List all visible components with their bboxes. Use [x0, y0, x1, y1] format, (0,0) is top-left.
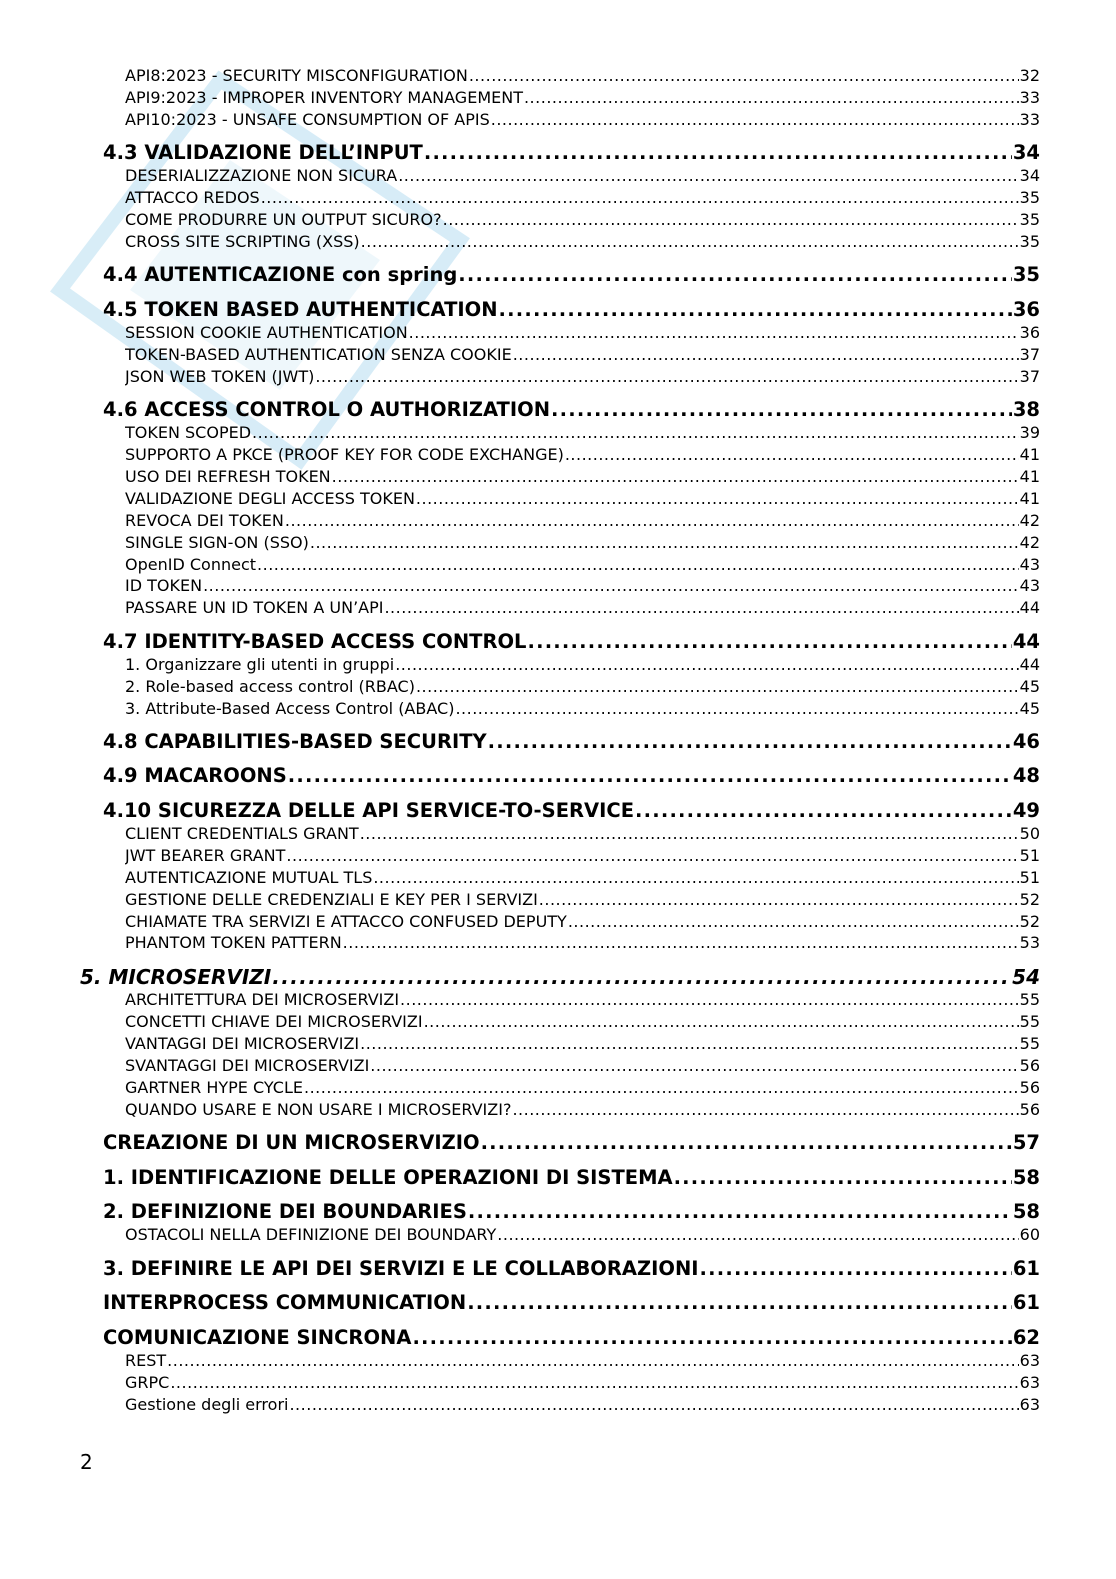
- toc-subentry[interactable]: [125, 510, 1040, 532]
- toc-dot-leader: [524, 87, 1019, 109]
- toc-entry-title: 4.6 ACCESS CONTROL O AUTHORIZATION: [103, 398, 551, 422]
- toc-entry-page: 36: [1012, 297, 1040, 321]
- toc-section[interactable]: [103, 799, 1040, 823]
- toc-entry-page: 49: [1012, 798, 1040, 822]
- toc-entry-page: 33: [1019, 87, 1040, 107]
- toc-dot-leader: [416, 676, 1019, 698]
- toc-entry-page: 52: [1019, 889, 1040, 909]
- toc-dot-leader: [568, 911, 1019, 933]
- toc-entry-page: 41: [1019, 466, 1040, 486]
- toc-entry-page: 63: [1019, 1394, 1040, 1414]
- toc-dot-leader: [674, 1166, 1012, 1190]
- toc-entry-title: CONCETTI CHIAVE DEI MICROSERVIZI: [125, 1012, 423, 1032]
- toc-entry-title: SVANTAGGI DEI MICROSERVIZI: [125, 1056, 370, 1076]
- toc-subentry[interactable]: [125, 867, 1040, 889]
- toc-dot-leader: [286, 845, 1018, 867]
- toc-entry-title: 3. Attribute-Based Access Control (ABAC): [125, 698, 455, 718]
- toc-entry-title: TOKEN SCOPED: [125, 423, 252, 443]
- toc-entry-page: 44: [1019, 598, 1040, 618]
- toc-entry-title: CLIENT CREDENTIALS GRANT: [125, 823, 359, 843]
- toc-entry-title: 4.4 AUTENTICAZIONE con spring: [103, 263, 458, 287]
- toc-dot-leader: [412, 1326, 1011, 1350]
- toc-section[interactable]: [103, 764, 1040, 788]
- toc-entry-page: 42: [1019, 510, 1040, 530]
- toc-entry-title: 4.10 SICUREZZA DELLE API SERVICE-TO-SERVICE: [103, 798, 635, 822]
- toc-subentry[interactable]: [125, 109, 1040, 131]
- toc-entry-page: 52: [1019, 911, 1040, 931]
- toc-entry-page: 42: [1019, 532, 1040, 552]
- toc-entry-title: 1. Organizzare gli utenti in gruppi: [125, 654, 395, 674]
- toc-dot-leader: [310, 532, 1019, 554]
- toc-dot-leader: [285, 510, 1019, 532]
- toc-entry-title: GESTIONE DELLE CREDENZIALI E KEY PER I SERVIZI: [125, 889, 538, 909]
- toc-subentry[interactable]: [125, 322, 1040, 344]
- toc-entry-title: 2. DEFINIZIONE DEI BOUNDARIES: [103, 1200, 467, 1224]
- toc-section[interactable]: [103, 263, 1040, 287]
- toc-dot-leader: [424, 1011, 1019, 1033]
- toc-entry-page: 33: [1019, 109, 1040, 129]
- toc-dot-leader: [252, 422, 1019, 444]
- toc-entry-page: 61: [1012, 1256, 1040, 1280]
- toc-entry-page: 32: [1019, 66, 1040, 85]
- toc-entry-title: ATTACCO REDOS: [125, 188, 260, 208]
- toc-entry-page: 46: [1012, 729, 1040, 753]
- toc-entry-page: 35: [1019, 231, 1040, 251]
- toc-entry-title: USO DEI REFRESH TOKEN: [125, 466, 331, 486]
- toc-dot-leader: [512, 1099, 1018, 1121]
- toc-entry-page: 61: [1012, 1291, 1040, 1315]
- toc-section[interactable]: [103, 730, 1040, 754]
- toc-entry-page: 51: [1019, 867, 1040, 887]
- toc-entry-page: 56: [1019, 1078, 1040, 1097]
- toc-entry-title: API9:2023 - IMPROPER INVENTORY MANAGEMENT: [125, 87, 523, 107]
- toc-entry-title: SESSION COOKIE AUTHENTICATION: [125, 322, 408, 342]
- toc-subentry[interactable]: [125, 488, 1040, 510]
- toc-entry-page: 44: [1012, 629, 1040, 653]
- toc-dot-leader: [398, 165, 1018, 187]
- toc-entry-page: 44: [1019, 654, 1040, 674]
- toc-entry-page: 55: [1019, 1034, 1040, 1054]
- toc-dot-leader: [315, 366, 1018, 388]
- toc-entry-page: 35: [1019, 188, 1040, 208]
- toc-entry-title: GARTNER HYPE CYCLE: [125, 1078, 303, 1097]
- toc-entry-title: 4.3 VALIDAZIONE DELL’INPUT: [103, 141, 423, 165]
- toc-subentry[interactable]: [125, 1394, 1040, 1416]
- toc-dot-leader: [491, 109, 1019, 131]
- toc-entry-title: DESERIALIZZAZIONE NON SICURA: [125, 166, 398, 186]
- toc-entry-page: 53: [1019, 933, 1040, 953]
- toc-dot-leader: [167, 1350, 1018, 1372]
- toc-entry-page: 38: [1012, 398, 1040, 422]
- toc-entry-page: 56: [1019, 1099, 1040, 1119]
- toc-entry-title: 2. Role-based access control (RBAC): [125, 676, 415, 696]
- toc-subentry[interactable]: [125, 187, 1040, 209]
- toc-entry-title: JWT BEARER GRANT: [125, 845, 286, 865]
- toc-subentry[interactable]: [125, 366, 1040, 388]
- toc-subentry[interactable]: [125, 209, 1040, 231]
- toc-dot-leader: [257, 554, 1019, 576]
- toc-dot-leader: [304, 1077, 1019, 1099]
- toc-dot-leader: [272, 965, 1011, 989]
- toc-dot-leader: [360, 823, 1019, 845]
- toc-section[interactable]: [103, 141, 1040, 165]
- toc-subentry[interactable]: [125, 1011, 1040, 1033]
- toc-section[interactable]: [103, 1326, 1040, 1350]
- toc-subentry[interactable]: [125, 444, 1040, 466]
- toc-entry-page: 39: [1019, 423, 1040, 443]
- toc-dot-leader: [203, 575, 1019, 597]
- toc-dot-leader: [499, 298, 1012, 322]
- toc-entry-title: INTERPROCESS COMMUNICATION: [103, 1291, 467, 1315]
- toc-entry-title: COME PRODURRE UN OUTPUT SICURO?: [125, 210, 442, 230]
- toc-entry-title: 5. MICROSERVIZI: [80, 965, 272, 990]
- toc-entry-title: REVOCA DEI TOKEN: [125, 510, 284, 530]
- toc-entry-title: 4.8 CAPABILITIES-BASED SECURITY: [103, 729, 487, 753]
- toc-entry-title: ARCHITETTURA DEI MICROSERVIZI: [125, 990, 400, 1010]
- toc-entry-page: 55: [1019, 990, 1040, 1010]
- toc-entry-page: 60: [1019, 1225, 1040, 1245]
- toc-section[interactable]: [103, 1291, 1040, 1315]
- toc-subentry[interactable]: [125, 231, 1040, 253]
- toc-entry-page: 58: [1012, 1165, 1040, 1189]
- toc-entry-page: 63: [1019, 1372, 1040, 1392]
- toc-dot-leader: [565, 444, 1019, 466]
- toc-subentry[interactable]: [125, 554, 1040, 576]
- toc-dot-leader: [400, 989, 1019, 1011]
- toc-subentry[interactable]: [125, 532, 1040, 554]
- toc-section[interactable]: [103, 1131, 1040, 1155]
- toc-subentry[interactable]: [125, 575, 1040, 597]
- toc-dot-leader: [481, 1131, 1012, 1155]
- toc-entry-page: 41: [1019, 488, 1040, 508]
- toc-entry-page: 55: [1019, 1012, 1040, 1032]
- toc-entry-title: OpenID Connect: [125, 554, 257, 574]
- toc-dot-leader: [467, 1291, 1012, 1315]
- toc-dot-leader: [458, 263, 1012, 287]
- toc-entry-title: QUANDO USARE E NON USARE I MICROSERVIZI?: [125, 1099, 512, 1119]
- toc-entry-page: 45: [1019, 698, 1040, 718]
- toc-subentry[interactable]: [125, 165, 1040, 187]
- toc-entry-page: 50: [1019, 823, 1040, 843]
- toc-dot-leader: [343, 932, 1019, 954]
- toc-entry-title: CREAZIONE DI UN MICROSERVIZIO: [103, 1131, 480, 1155]
- toc-entry-page: 56: [1019, 1056, 1040, 1076]
- toc-dot-leader: [416, 488, 1019, 510]
- toc-section[interactable]: [103, 398, 1040, 422]
- toc-subentry[interactable]: [125, 654, 1040, 676]
- toc-subentry[interactable]: [125, 932, 1040, 954]
- toc-entry-title: SINGLE SIGN-ON (SSO): [125, 532, 309, 552]
- toc-dot-leader: [455, 698, 1018, 720]
- toc-dot-leader: [409, 322, 1019, 344]
- toc-entry-page: 57: [1012, 1131, 1040, 1155]
- toc-entry-title: REST: [125, 1350, 167, 1370]
- toc-dot-leader: [261, 187, 1019, 209]
- toc-entry-page: 45: [1019, 676, 1040, 696]
- toc-section[interactable]: [103, 630, 1040, 654]
- toc-subentry[interactable]: [125, 1033, 1040, 1055]
- toc-dot-leader: [360, 1033, 1019, 1055]
- toc-entry-page: 37: [1019, 366, 1040, 386]
- toc-section[interactable]: [103, 298, 1040, 322]
- toc-dot-leader: [384, 597, 1018, 619]
- toc-entry-title: API8:2023 - SECURITY MISCONFIGURATION: [125, 66, 468, 85]
- toc-dot-leader: [513, 344, 1019, 366]
- toc-entry-page: 54: [1012, 965, 1040, 990]
- toc-entry-page: 63: [1019, 1350, 1040, 1370]
- toc-entry-title: CROSS SITE SCRIPTING (XSS): [125, 231, 360, 251]
- toc-entry-title: 4.5 TOKEN BASED AUTHENTICATION: [103, 297, 498, 321]
- toc-entry-title: SUPPORTO A PKCE (PROOF KEY FOR CODE EXCHANGE): [125, 444, 564, 464]
- toc-entry-title: Gestione degli errori: [125, 1394, 289, 1414]
- toc-dot-leader: [332, 466, 1019, 488]
- toc-dot-leader: [289, 1394, 1018, 1416]
- toc-entry-title: GRPC: [125, 1372, 170, 1392]
- toc-dot-leader: [635, 799, 1012, 823]
- toc-dot-leader: [469, 65, 1019, 87]
- toc-dot-leader: [170, 1372, 1018, 1394]
- toc-section[interactable]: [103, 1257, 1040, 1281]
- toc-entry-title: VANTAGGI DEI MICROSERVIZI: [125, 1034, 360, 1054]
- toc-entry-title: PASSARE UN ID TOKEN A UN’API: [125, 598, 384, 618]
- toc-entry-title: 4.9 MACAROONS: [103, 764, 287, 788]
- toc-subentry[interactable]: [125, 1055, 1040, 1077]
- toc-subentry[interactable]: [125, 65, 1040, 87]
- toc-dot-leader: [424, 141, 1012, 165]
- toc-subentry[interactable]: [125, 823, 1040, 845]
- toc-subentry[interactable]: [125, 87, 1040, 109]
- toc-entry-page: 41: [1019, 444, 1040, 464]
- toc-subentry[interactable]: [125, 597, 1040, 619]
- toc-subentry[interactable]: [125, 845, 1040, 867]
- toc-entry-page: 34: [1019, 166, 1040, 186]
- toc-entry-title: PHANTOM TOKEN PATTERN: [125, 933, 342, 953]
- toc-entry-page: 43: [1019, 576, 1040, 596]
- toc-entry-page: 36: [1019, 322, 1040, 342]
- toc-dot-leader: [370, 1055, 1018, 1077]
- toc-dot-leader: [443, 209, 1019, 231]
- toc-entry-title: 1. IDENTIFICAZIONE DELLE OPERAZIONI DI SISTEMA: [103, 1165, 673, 1189]
- toc-subentry[interactable]: [125, 889, 1040, 911]
- toc-entry-title: ID TOKEN: [125, 576, 203, 596]
- toc-chapter[interactable]: [80, 965, 1040, 989]
- toc-entry-page: 35: [1012, 263, 1040, 287]
- toc-entry-title: 4.7 IDENTITY-BASED ACCESS CONTROL: [103, 629, 527, 653]
- toc-subentry[interactable]: [125, 1224, 1040, 1246]
- toc-entry-page: 34: [1012, 141, 1040, 165]
- toc-subentry[interactable]: [125, 1350, 1040, 1372]
- toc-entry-title: TOKEN-BASED AUTHENTICATION SENZA COOKIE: [125, 344, 512, 364]
- toc-entry-title: VALIDAZIONE DEGLI ACCESS TOKEN: [125, 488, 415, 508]
- toc-entry-page: 58: [1012, 1200, 1040, 1224]
- page-number: 2: [80, 1450, 93, 1474]
- toc-entry-title: JSON WEB TOKEN (JWT): [125, 366, 315, 386]
- table-of-contents: [80, 65, 1040, 1415]
- toc-subentry[interactable]: [125, 466, 1040, 488]
- toc-section[interactable]: [103, 1166, 1040, 1190]
- toc-entry-title: 3. DEFINIRE LE API DEI SERVIZI E LE COLLABORAZIONI: [103, 1256, 699, 1280]
- toc-subentry[interactable]: [125, 1099, 1040, 1121]
- toc-entry-page: 43: [1019, 554, 1040, 574]
- toc-entry-title: OSTACOLI NELLA DEFINIZIONE DEI BOUNDARY: [125, 1225, 497, 1245]
- toc-subentry[interactable]: [125, 422, 1040, 444]
- toc-entry-title: CHIAMATE TRA SERVIZI E ATTACCO CONFUSED DEPUTY: [125, 911, 567, 931]
- toc-dot-leader: [468, 1200, 1012, 1224]
- toc-entry-title: API10:2023 - UNSAFE CONSUMPTION OF APIS: [125, 109, 490, 129]
- toc-dot-leader: [700, 1257, 1012, 1281]
- toc-subentry[interactable]: [125, 911, 1040, 933]
- toc-dot-leader: [488, 730, 1012, 754]
- toc-dot-leader: [288, 764, 1012, 788]
- toc-entry-page: 37: [1019, 344, 1040, 364]
- toc-entry-page: 48: [1012, 764, 1040, 788]
- toc-subentry[interactable]: [125, 698, 1040, 720]
- toc-dot-leader: [539, 889, 1019, 911]
- toc-entry-page: 51: [1019, 845, 1040, 865]
- toc-dot-leader: [551, 398, 1012, 422]
- toc-subentry[interactable]: [125, 989, 1040, 1011]
- toc-dot-leader: [361, 231, 1019, 253]
- toc-section[interactable]: [103, 1200, 1040, 1224]
- toc-dot-leader: [527, 630, 1011, 654]
- toc-dot-leader: [373, 867, 1018, 889]
- toc-dot-leader: [497, 1224, 1018, 1246]
- toc-subentry[interactable]: [125, 1372, 1040, 1394]
- toc-subentry[interactable]: [125, 676, 1040, 698]
- toc-entry-title: AUTENTICAZIONE MUTUAL TLS: [125, 867, 373, 887]
- toc-entry-page: 35: [1019, 210, 1040, 230]
- toc-subentry[interactable]: [125, 1077, 1040, 1099]
- toc-subentry[interactable]: [125, 344, 1040, 366]
- toc-dot-leader: [395, 654, 1018, 676]
- toc-entry-title: COMUNICAZIONE SINCRONA: [103, 1325, 412, 1349]
- toc-entry-page: 62: [1012, 1325, 1040, 1349]
